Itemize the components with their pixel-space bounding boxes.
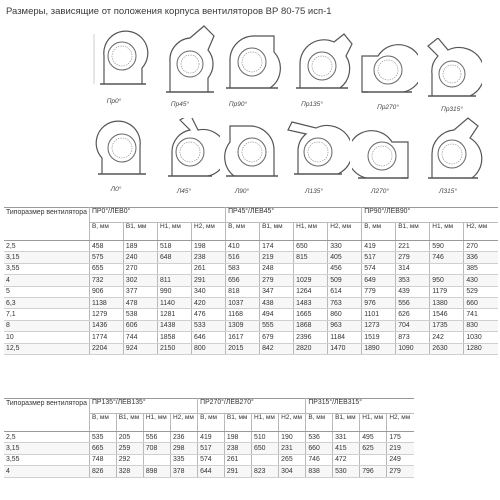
value-cell: 1309 [226, 320, 260, 331]
value-cell: 1279 [89, 309, 123, 320]
value-cell: 304 [279, 466, 306, 477]
value-cell: 439 [396, 286, 430, 297]
value-cell: 763 [328, 297, 362, 308]
table-row [4, 241, 498, 252]
value-cell: 190 [279, 432, 306, 443]
value-cell: 279 [387, 466, 414, 477]
column-header: Н1, мм [294, 223, 328, 241]
column-header: В1, мм [260, 223, 294, 241]
fan-drawing-l90 [220, 116, 284, 184]
value-cell: 335 [170, 454, 197, 465]
value-cell: 292 [116, 454, 143, 465]
fan-caption: Л45° [176, 188, 192, 195]
column-header: Н2, мм [328, 223, 362, 241]
value-cell: 205 [116, 432, 143, 443]
value-cell: 478 [123, 297, 157, 308]
value-cell: 826 [89, 466, 116, 477]
value-cell: 1140 [157, 297, 191, 308]
fan-drawing-l315 [418, 116, 484, 186]
fan-drawing-pr90 [220, 26, 284, 98]
dimensions-table-1 [4, 207, 498, 355]
value-cell: 529 [464, 286, 498, 297]
fan-caption: Л135° [305, 188, 323, 195]
value-cell: 495 [360, 432, 387, 443]
value-cell: 2820 [294, 343, 328, 354]
value-cell: 655 [89, 263, 123, 274]
fan-caption: Л0° [110, 186, 122, 193]
size-cell: 3,15 [4, 443, 89, 454]
value-cell: 347 [260, 286, 294, 297]
value-cell: 430 [464, 275, 498, 286]
group-header: ПР90°/ЛЕВ90° [362, 208, 498, 223]
value-cell: 1029 [294, 275, 328, 286]
column-header: В1, мм [224, 414, 251, 432]
size-cell: 12,5 [4, 343, 89, 354]
value-cell: 556 [143, 432, 170, 443]
value-cell: 898 [143, 466, 170, 477]
value-cell: 626 [396, 309, 430, 320]
column-header: В1, мм [123, 223, 157, 241]
value-cell: 231 [279, 443, 306, 454]
value-cell: 494 [260, 309, 294, 320]
dimensions-table-2 [4, 398, 414, 478]
fan-caption: Л315° [439, 188, 457, 195]
table-row [4, 309, 498, 320]
value-cell: 906 [89, 286, 123, 297]
value-cell: 270 [123, 263, 157, 274]
value-cell: 1138 [89, 297, 123, 308]
value-cell: 2015 [226, 343, 260, 354]
value-cell: 1470 [328, 343, 362, 354]
value-cell: 708 [143, 443, 170, 454]
type-header: Типоразмер вентилятора [4, 208, 89, 241]
size-cell: 6,3 [4, 297, 89, 308]
column-header: Н1, мм [430, 223, 464, 241]
size-cell: 3,55 [4, 454, 89, 465]
value-cell: 340 [192, 286, 226, 297]
value-cell: 353 [396, 275, 430, 286]
value-cell: 510 [252, 432, 279, 443]
table-row [4, 454, 414, 465]
fan-drawing-pr315 [420, 38, 482, 106]
fan-caption: Пр90° [228, 101, 248, 108]
column-header: Н2, мм [279, 414, 306, 432]
group-header: ПР135°/ЛЕВ135° [89, 399, 197, 414]
value-cell: 1665 [294, 309, 328, 320]
size-cell: 10 [4, 332, 89, 343]
value-cell: 556 [396, 297, 430, 308]
table-row [4, 443, 414, 454]
value-cell: 248 [260, 263, 294, 274]
value-cell: 842 [260, 343, 294, 354]
value-cell: 536 [306, 432, 333, 443]
table-row [4, 343, 498, 354]
fan-caption: Л270° [371, 188, 389, 195]
value-cell: 873 [396, 332, 430, 343]
value-cell: 1483 [294, 297, 328, 308]
value-cell: 976 [362, 297, 396, 308]
value-cell [143, 454, 170, 465]
value-cell: 377 [123, 286, 157, 297]
value-cell: 249 [387, 454, 414, 465]
column-header: В1, мм [116, 414, 143, 432]
value-cell: 950 [430, 275, 464, 286]
value-cell: 175 [387, 432, 414, 443]
value-cell: 660 [464, 297, 498, 308]
value-cell: 533 [192, 320, 226, 331]
table-row [4, 286, 498, 297]
fan-drawing-l270 [352, 122, 414, 186]
value-cell: 650 [252, 443, 279, 454]
value-cell: 1101 [362, 309, 396, 320]
column-header: В, мм [306, 414, 333, 432]
value-cell: 1273 [362, 320, 396, 331]
table-row [4, 320, 498, 331]
value-cell: 830 [464, 320, 498, 331]
size-cell: 4 [4, 466, 89, 477]
value-cell: 818 [226, 286, 260, 297]
value-cell: 1858 [157, 332, 191, 343]
value-cell: 198 [224, 432, 251, 443]
fan-drawing-l0 [92, 116, 152, 182]
value-cell: 2204 [89, 343, 123, 354]
value-cell: 860 [328, 309, 362, 320]
value-cell: 1264 [294, 286, 328, 297]
table-row [4, 263, 498, 274]
table-row [4, 466, 414, 477]
value-cell: 302 [123, 275, 157, 286]
fan-caption: Пр0° [106, 98, 122, 105]
value-cell: 458 [89, 241, 123, 252]
value-cell: 517 [198, 443, 225, 454]
value-cell: 238 [192, 252, 226, 263]
value-cell: 590 [430, 241, 464, 252]
fan-caption: Пр315° [441, 106, 463, 113]
value-cell: 378 [170, 466, 197, 477]
value-cell: 574 [362, 263, 396, 274]
value-cell: 1519 [362, 332, 396, 343]
fan-drawing-pr45 [160, 22, 220, 100]
value-cell: 1030 [464, 332, 498, 343]
value-cell: 419 [362, 241, 396, 252]
value-cell: 650 [294, 241, 328, 252]
value-cell: 221 [396, 241, 430, 252]
value-cell: 779 [362, 286, 396, 297]
value-cell: 314 [396, 263, 430, 274]
column-header: Н2, мм [464, 223, 498, 241]
value-cell: 1890 [362, 343, 396, 354]
fan-drawing-pr135 [290, 30, 354, 100]
value-cell: 219 [260, 252, 294, 263]
value-cell [252, 454, 279, 465]
value-cell: 198 [192, 241, 226, 252]
value-cell: 1179 [430, 286, 464, 297]
value-cell: 259 [116, 443, 143, 454]
value-cell: 1037 [226, 297, 260, 308]
value-cell: 1168 [226, 309, 260, 320]
value-cell: 744 [123, 332, 157, 343]
value-cell: 538 [123, 309, 157, 320]
table-row [4, 432, 414, 443]
value-cell: 1735 [430, 320, 464, 331]
value-cell: 963 [328, 320, 362, 331]
value-cell: 472 [333, 454, 360, 465]
value-cell: 990 [157, 286, 191, 297]
value-cell: 265 [279, 454, 306, 465]
column-header: В, мм [362, 223, 396, 241]
fan-drawing-pr270 [356, 36, 418, 102]
value-cell: 240 [123, 252, 157, 263]
value-cell: 648 [157, 252, 191, 263]
size-cell: 3,15 [4, 252, 89, 263]
fan-caption: Пр45° [170, 101, 190, 108]
value-cell: 2396 [294, 332, 328, 343]
column-header: Н1, мм [360, 414, 387, 432]
value-cell: 331 [333, 432, 360, 443]
fan-schematic-icon [92, 26, 150, 92]
value-cell: 174 [260, 241, 294, 252]
value-cell: 924 [123, 343, 157, 354]
value-cell: 800 [192, 343, 226, 354]
column-header: Н2, мм [170, 414, 197, 432]
value-cell: 748 [89, 454, 116, 465]
value-cell: 476 [192, 309, 226, 320]
group-header: ПР0°/ЛЕВ0° [89, 208, 225, 223]
value-cell: 530 [333, 466, 360, 477]
column-header: В, мм [89, 414, 116, 432]
value-cell: 614 [328, 286, 362, 297]
value-cell: 665 [89, 443, 116, 454]
value-cell: 1380 [430, 297, 464, 308]
value-cell [157, 263, 191, 274]
value-cell: 2630 [430, 343, 464, 354]
value-cell: 823 [252, 466, 279, 477]
value-cell: 656 [226, 275, 260, 286]
value-cell: 2150 [157, 343, 191, 354]
value-cell: 410 [226, 241, 260, 252]
column-header: Н2, мм [192, 223, 226, 241]
value-cell: 1617 [226, 332, 260, 343]
value-cell: 385 [464, 263, 498, 274]
value-cell: 291 [224, 466, 251, 477]
size-cell: 2,5 [4, 432, 89, 443]
value-cell: 606 [123, 320, 157, 331]
value-cell: 649 [362, 275, 396, 286]
value-cell: 279 [396, 252, 430, 263]
column-header: Н2, мм [387, 414, 414, 432]
value-cell [360, 454, 387, 465]
value-cell: 746 [430, 252, 464, 263]
value-cell: 1280 [464, 343, 498, 354]
value-cell: 279 [260, 275, 294, 286]
value-cell: 838 [306, 466, 333, 477]
type-header: Типоразмер вентилятора [4, 399, 89, 432]
value-cell: 270 [464, 241, 498, 252]
value-cell: 625 [360, 443, 387, 454]
value-cell: 796 [360, 466, 387, 477]
value-cell: 660 [306, 443, 333, 454]
value-cell: 516 [226, 252, 260, 263]
table-row [4, 275, 498, 286]
fan-drawing-l135 [286, 120, 350, 184]
value-cell: 815 [294, 252, 328, 263]
value-cell: 419 [198, 432, 225, 443]
column-header: В, мм [89, 223, 123, 241]
group-header: ПР45°/ЛЕВ45° [226, 208, 362, 223]
column-header: Н1, мм [157, 223, 191, 241]
column-header: В1, мм [396, 223, 430, 241]
fan-drawing-pr0 [92, 26, 150, 92]
column-header: Н1, мм [252, 414, 279, 432]
value-cell: 555 [260, 320, 294, 331]
value-cell: 456 [328, 263, 362, 274]
table-row [4, 297, 498, 308]
table-row [4, 332, 498, 343]
value-cell: 811 [157, 275, 191, 286]
column-header: Н1, мм [143, 414, 170, 432]
value-cell: 291 [192, 275, 226, 286]
value-cell: 336 [464, 252, 498, 263]
table-row [4, 252, 498, 263]
value-cell: 438 [260, 297, 294, 308]
size-cell: 7,1 [4, 309, 89, 320]
value-cell: 405 [328, 252, 362, 263]
value-cell: 517 [362, 252, 396, 263]
value-cell: 1438 [157, 320, 191, 331]
size-cell: 5 [4, 286, 89, 297]
value-cell: 583 [226, 263, 260, 274]
value-cell: 238 [224, 443, 251, 454]
value-cell: 704 [396, 320, 430, 331]
value-cell: 415 [333, 443, 360, 454]
group-header: ПР315°/ЛЕВ315° [306, 399, 414, 414]
value-cell: 236 [170, 432, 197, 443]
value-cell: 732 [89, 275, 123, 286]
size-cell: 4 [4, 275, 89, 286]
size-cell: 2,5 [4, 241, 89, 252]
value-cell: 1090 [396, 343, 430, 354]
value-cell: 242 [430, 332, 464, 343]
value-cell [430, 263, 464, 274]
value-cell: 746 [306, 454, 333, 465]
column-header: В, мм [226, 223, 260, 241]
page-title: Размеры, зависящие от положения корпуса вентиляторов ВР 80-75 исп-1 [6, 6, 332, 17]
column-header: В, мм [198, 414, 225, 432]
value-cell: 575 [89, 252, 123, 263]
fan-caption: Пр135° [301, 101, 323, 108]
group-header: ПР270°/ЛЕВ270° [198, 399, 306, 414]
value-cell: 646 [192, 332, 226, 343]
value-cell: 509 [328, 275, 362, 286]
value-cell: 1184 [328, 332, 362, 343]
value-cell: 644 [198, 466, 225, 477]
value-cell: 330 [328, 241, 362, 252]
value-cell: 1774 [89, 332, 123, 343]
value-cell: 261 [224, 454, 251, 465]
value-cell: 328 [116, 466, 143, 477]
fan-drawing-l45 [160, 118, 220, 184]
value-cell: 261 [192, 263, 226, 274]
size-cell: 8 [4, 320, 89, 331]
value-cell: 1546 [430, 309, 464, 320]
value-cell: 1868 [294, 320, 328, 331]
value-cell: 189 [123, 241, 157, 252]
size-cell: 3,55 [4, 263, 89, 274]
value-cell: 741 [464, 309, 498, 320]
column-header: В1, мм [333, 414, 360, 432]
value-cell: 219 [387, 443, 414, 454]
value-cell: 679 [260, 332, 294, 343]
fan-caption: Пр270° [377, 104, 399, 111]
value-cell: 574 [198, 454, 225, 465]
fan-caption: Л90° [234, 188, 250, 195]
value-cell: 535 [89, 432, 116, 443]
value-cell: 420 [192, 297, 226, 308]
value-cell: 298 [170, 443, 197, 454]
value-cell: 1281 [157, 309, 191, 320]
value-cell [294, 263, 328, 274]
value-cell: 518 [157, 241, 191, 252]
value-cell: 1436 [89, 320, 123, 331]
